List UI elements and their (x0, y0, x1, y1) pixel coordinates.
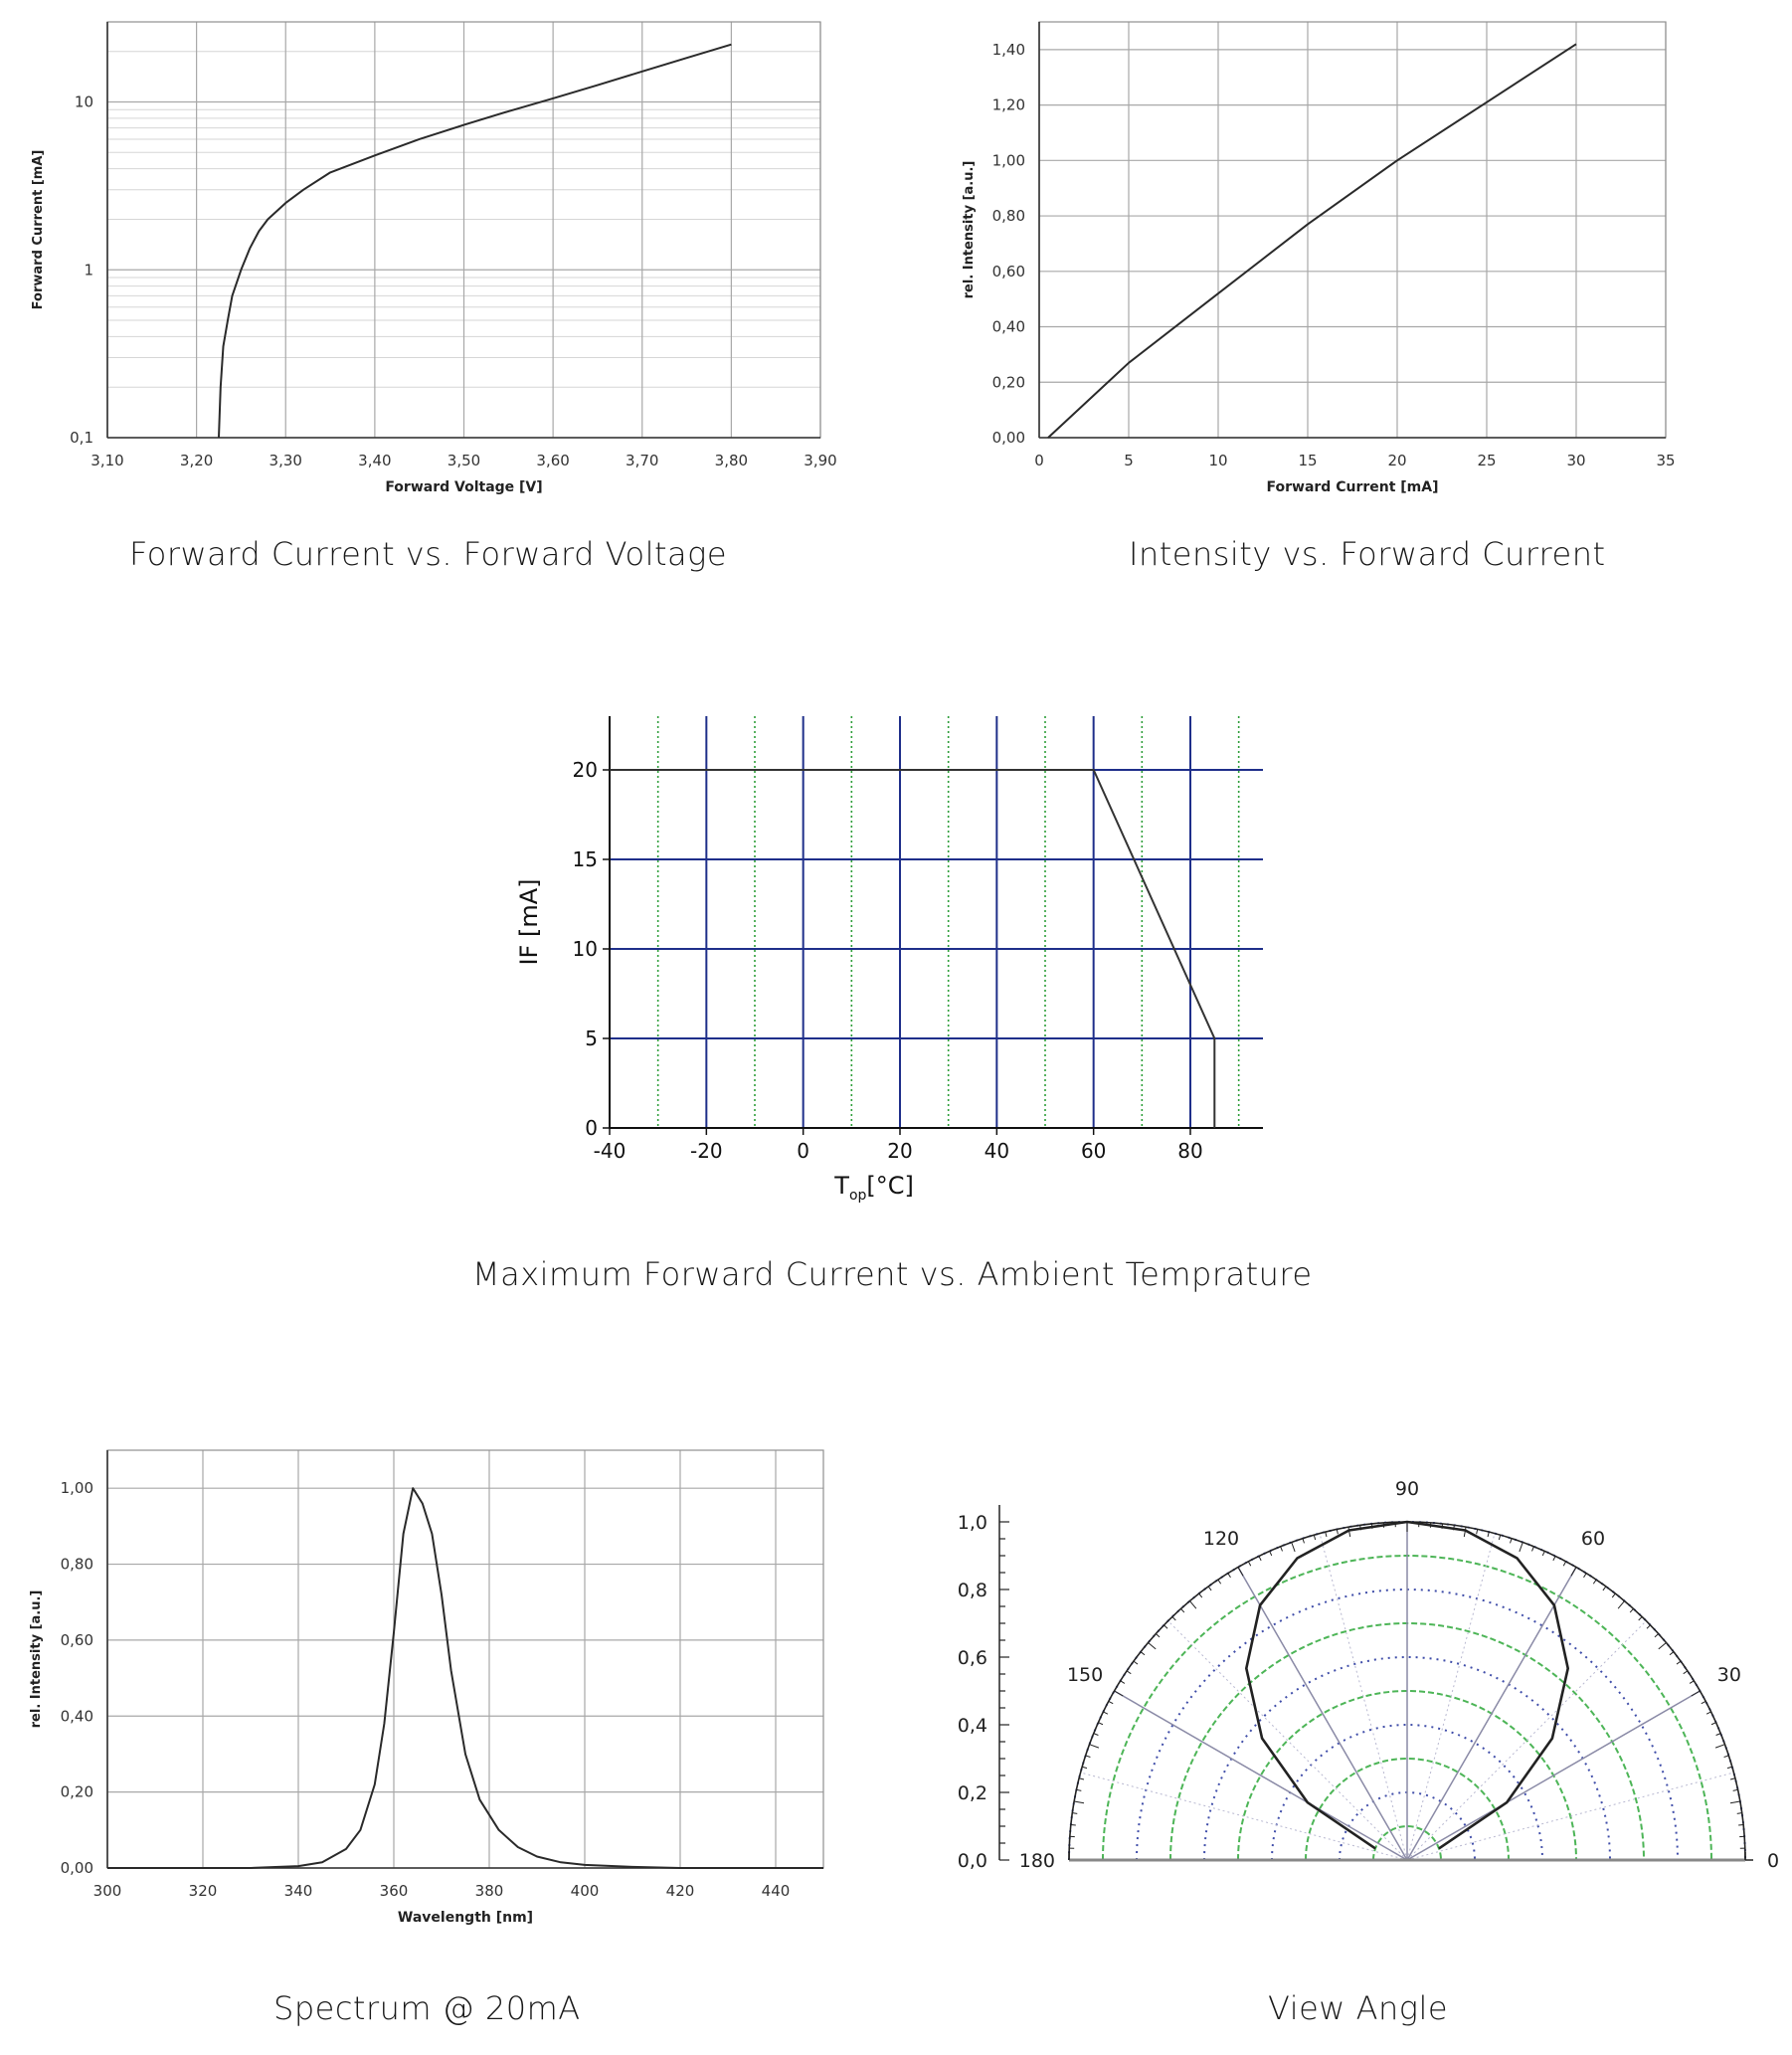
angle-label: 150 (1066, 1664, 1104, 1686)
polar-arc-tick (1684, 1671, 1688, 1674)
x-tick-label: 40 (984, 1139, 1010, 1163)
polar-arc-tick (1702, 1701, 1705, 1703)
polar-arc-tick (1199, 1593, 1202, 1597)
x-tick-label: 10 (1208, 452, 1228, 469)
polar-arc-tick (1109, 1701, 1113, 1703)
x-tick-label: 420 (665, 1882, 695, 1900)
polar-arc-tick (1499, 1535, 1500, 1540)
polar-spoke (1407, 1534, 1495, 1860)
y-tick-label: 15 (572, 847, 598, 871)
x-tick-label: 0 (1034, 452, 1044, 469)
polar-arc-tick (1134, 1661, 1138, 1664)
polar-arc-tick (1737, 1813, 1742, 1814)
x-tick-label: 35 (1656, 452, 1676, 469)
x-tick-label: 20 (887, 1139, 913, 1163)
x-tick-label: 3,20 (179, 452, 214, 469)
radial-tick-label: 0,4 (957, 1715, 987, 1737)
chart-view-angle (915, 1472, 1790, 1890)
polar-arc-tick (1094, 1734, 1099, 1736)
polar-arc-tick (1603, 1587, 1606, 1590)
polar-arc-tick (1542, 1551, 1544, 1556)
y-tick-label: 0,40 (60, 1707, 93, 1726)
radial-tick-label: 0,8 (957, 1580, 987, 1601)
polar-arc-tick (1659, 1642, 1667, 1648)
y-tick-label: 20 (572, 758, 598, 782)
polar-arc-tick (1115, 1691, 1124, 1696)
x-tick-label: 3,60 (536, 452, 570, 469)
x-tick-label: -40 (593, 1139, 627, 1163)
polar-arc-tick (1711, 1723, 1716, 1725)
y-tick-label: 0,80 (991, 207, 1025, 226)
x-axis-label: $T_{op}[^\circ C]$ (834, 1172, 914, 1204)
polar-spoke (1407, 1691, 1700, 1860)
y-tick-label: 0,1 (70, 429, 93, 447)
polar-arc-tick (1326, 1532, 1327, 1537)
angle-label: 30 (1716, 1664, 1741, 1686)
polar-spoke (1407, 1568, 1576, 1860)
y-tick-label: 1,00 (60, 1479, 93, 1498)
y-axis-label: rel. Intensity [a.u.] (29, 1589, 44, 1729)
y-tick-label: 1,40 (991, 40, 1025, 59)
x-tick-label: 300 (92, 1882, 122, 1900)
x-tick-label: 380 (474, 1882, 504, 1900)
y-tick-label: 0,20 (60, 1782, 93, 1801)
y-tick-label: 1,00 (991, 151, 1025, 170)
caption-li: Intensity vs. Forward Current (1129, 535, 1606, 573)
angle-label: 60 (1580, 1528, 1606, 1551)
polar-arc-tick (1733, 1789, 1738, 1790)
polar-arc-tick (1164, 1625, 1167, 1628)
polar-arc-tick (1727, 1767, 1732, 1768)
polar-arc-tick (1477, 1529, 1478, 1534)
polar-arc-tick (1079, 1778, 1084, 1779)
x-tick-label: 15 (1298, 452, 1318, 469)
polar-arc-tick (1716, 1734, 1721, 1736)
polar-arc-tick (1692, 1691, 1701, 1696)
x-tick-label: 30 (1566, 452, 1586, 469)
polar-arc-tick (1208, 1587, 1211, 1590)
y-axis-label: Forward Current [mA] (31, 149, 46, 310)
polar-spoke (1407, 1773, 1733, 1860)
y-tick-label: 5 (585, 1027, 598, 1050)
y-tick-label: 10 (74, 93, 93, 111)
x-tick-label: 60 (1080, 1139, 1107, 1163)
polar-arc-tick (1730, 1801, 1740, 1803)
plot-frame (1039, 22, 1666, 438)
polar-arc-tick (1228, 1574, 1231, 1578)
polar-arc-tick (1563, 1562, 1565, 1566)
chart-max-current-vs-temperature (497, 696, 1293, 1214)
polar-arc-tick (1121, 1681, 1125, 1684)
angle-label: 120 (1202, 1528, 1240, 1551)
x-tick-label: 340 (283, 1882, 313, 1900)
x-tick-label: 80 (1177, 1139, 1203, 1163)
x-tick-label: 400 (570, 1882, 600, 1900)
polar-arc-tick (1677, 1661, 1681, 1664)
polar-arc-tick (1218, 1580, 1221, 1584)
x-tick-label: 440 (761, 1882, 791, 1900)
caption-view: View Angle (1268, 1989, 1449, 2027)
angle-label: 180 (1018, 1850, 1055, 1872)
plot-frame (107, 1450, 823, 1868)
series-line (1048, 44, 1576, 438)
y-tick-label: 0,40 (991, 317, 1025, 336)
x-tick-label: 25 (1477, 452, 1497, 469)
x-tick-label: 3,50 (447, 452, 481, 469)
polar-arc-tick (1670, 1652, 1674, 1655)
polar-arc-tick (1270, 1551, 1272, 1556)
polar-arc-tick (1180, 1608, 1183, 1612)
y-tick-label: 0,60 (60, 1630, 93, 1649)
x-tick-label: 3,90 (804, 452, 837, 469)
angle-label: 90 (1394, 1478, 1420, 1500)
polar-arc-tick (1655, 1633, 1659, 1636)
polar-arc-tick (1706, 1712, 1710, 1714)
x-tick-label: 360 (379, 1882, 409, 1900)
y-tick-label: 0,20 (991, 373, 1025, 392)
polar-spoke (1238, 1568, 1407, 1860)
polar-arc-tick (1639, 1616, 1642, 1620)
polar-arc-tick (1082, 1767, 1087, 1768)
polar-spoke (1081, 1773, 1407, 1860)
x-axis-label: Wavelength [nm] (397, 1910, 534, 1926)
polar-arc-tick (1553, 1556, 1555, 1560)
caption-derating: Maximum Forward Current vs. Ambient Temprature (472, 1255, 1313, 1293)
polar-arc-tick (1511, 1539, 1513, 1544)
caption-iv: Forward Current vs. Forward Voltage (129, 535, 728, 573)
y-tick-label: 0,00 (60, 1859, 93, 1877)
y-tick-label: 1,20 (991, 95, 1025, 114)
polar-arc-tick (1738, 1824, 1743, 1825)
x-axis-label: Forward Voltage [V] (385, 479, 543, 495)
x-tick-label: -20 (689, 1139, 723, 1163)
polar-arc-tick (1098, 1723, 1103, 1725)
polar-arc-tick (1141, 1652, 1145, 1655)
polar-arc-tick (1724, 1756, 1729, 1758)
y-tick-label: 10 (572, 937, 598, 961)
polar-arc-tick (1103, 1712, 1107, 1714)
y-tick-label: 1 (84, 261, 93, 280)
x-tick-label: 3,80 (714, 452, 749, 469)
x-axis-label: Forward Current [mA] (1266, 479, 1439, 495)
polar-arc-tick (1612, 1593, 1615, 1597)
polar-arc-tick (1149, 1642, 1157, 1648)
x-tick-label: 0 (797, 1139, 810, 1163)
x-tick-label: 3,30 (269, 452, 302, 469)
radial-tick-label: 0,6 (957, 1647, 987, 1669)
polar-arc-tick (1127, 1671, 1131, 1674)
y-tick-label: 0,80 (60, 1555, 93, 1574)
y-axis-label: IF [mA] (515, 878, 543, 966)
series-line (107, 1488, 823, 1868)
polar-arc-tick (1584, 1574, 1587, 1578)
x-tick-label: 20 (1387, 452, 1407, 469)
chart-intensity-vs-current (915, 0, 1790, 517)
polar-arc-tick (1172, 1616, 1175, 1620)
polar-arc-tick (1593, 1580, 1596, 1584)
polar-spoke (1320, 1534, 1407, 1860)
polar-arc-tick (1156, 1633, 1160, 1636)
radial-tick-label: 0,0 (957, 1850, 987, 1872)
polar-arc-tick (1715, 1745, 1724, 1748)
polar-arc-tick (1189, 1601, 1195, 1609)
polar-arc-tick (1090, 1745, 1099, 1748)
polar-arc-tick (1238, 1568, 1243, 1577)
x-tick-label: 3,70 (626, 452, 659, 469)
polar-arc-tick (1730, 1778, 1735, 1779)
polar-arc-tick (1314, 1535, 1315, 1540)
polar-spoke (1115, 1691, 1407, 1860)
chart-forward-current-vs-voltage (0, 0, 875, 517)
y-tick-label: 0,00 (991, 429, 1025, 447)
polar-arc-tick (1292, 1543, 1295, 1552)
polar-arc-tick (1531, 1547, 1533, 1552)
y-tick-label: 0,60 (991, 262, 1025, 280)
polar-arc-tick (1630, 1608, 1633, 1612)
polar-arc-tick (1071, 1824, 1076, 1825)
y-tick-label: 0 (585, 1116, 598, 1140)
polar-arc-tick (1647, 1625, 1651, 1628)
polar-arc-tick (1281, 1547, 1283, 1552)
polar-arc-tick (1074, 1801, 1084, 1803)
polar-arc-tick (1520, 1543, 1523, 1552)
polar-arc-tick (1690, 1681, 1694, 1684)
polar-arc-tick (1072, 1813, 1077, 1814)
x-tick-label: 3,40 (358, 452, 392, 469)
x-tick-label: 3,10 (90, 452, 124, 469)
chart-spectrum (0, 1432, 875, 1950)
series-line (219, 45, 731, 438)
radial-tick-label: 1,0 (957, 1512, 987, 1534)
y-axis-label: rel. Intensity [a.u.] (962, 160, 977, 299)
polar-arc-tick (1618, 1601, 1624, 1609)
radial-tick-label: 0,2 (957, 1782, 987, 1804)
polar-arc-tick (1259, 1556, 1261, 1560)
polar-arc-tick (1571, 1568, 1576, 1577)
polar-arc-tick (1248, 1562, 1250, 1566)
x-tick-label: 5 (1124, 452, 1134, 469)
angle-label: 0 (1767, 1850, 1780, 1872)
x-tick-label: 320 (188, 1882, 218, 1900)
caption-spectrum: Spectrum @ 20mA (273, 1989, 581, 2027)
